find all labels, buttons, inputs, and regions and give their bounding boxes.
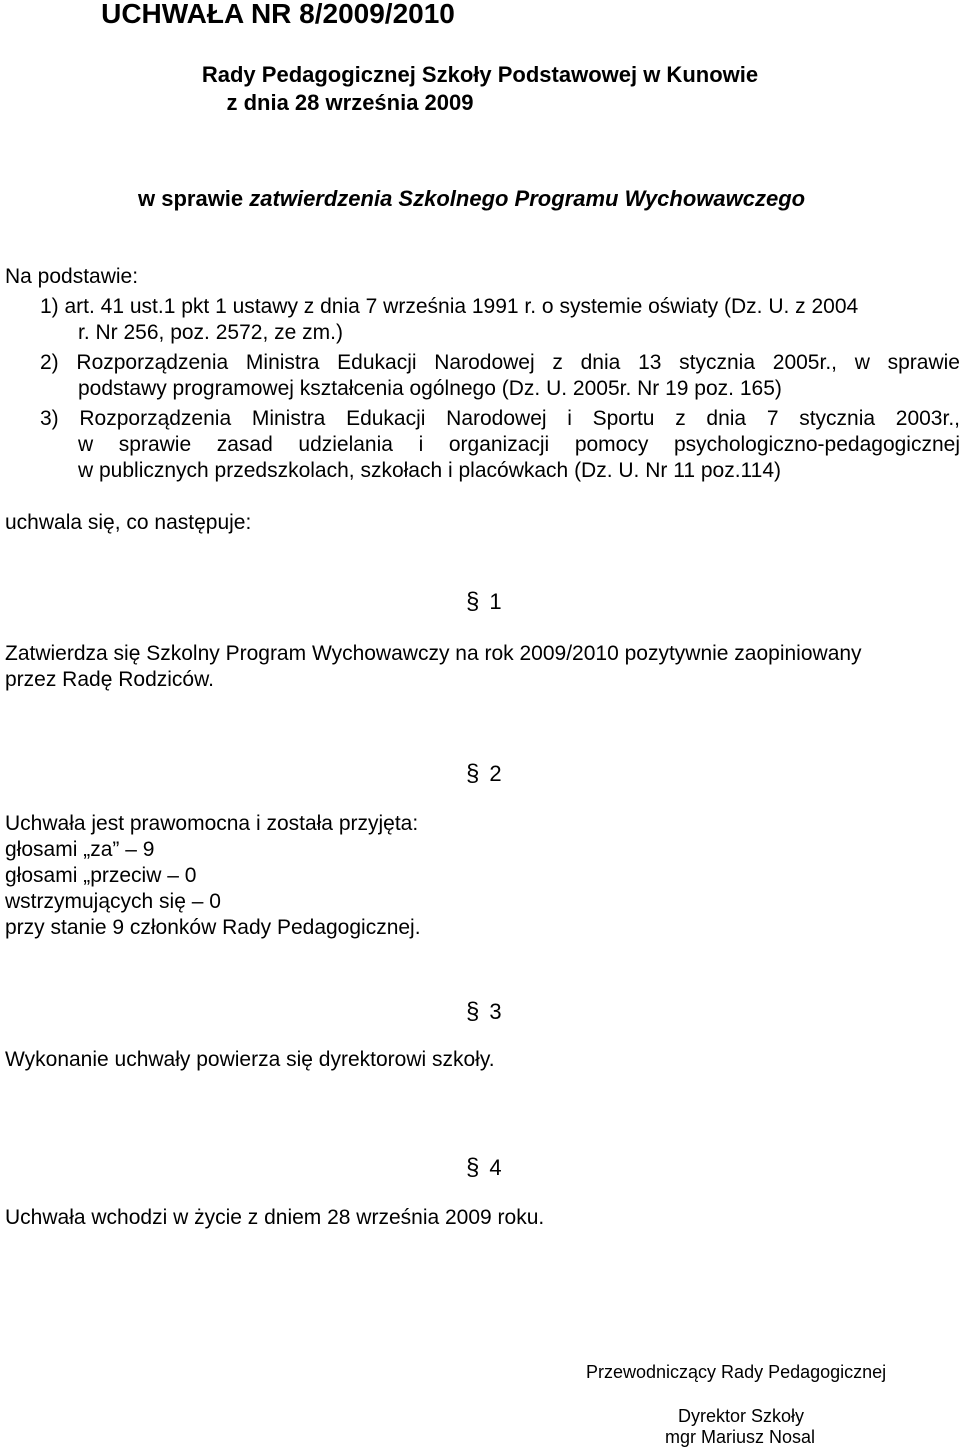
para-1-line-1: Zatwierdza się Szkolny Program Wychowawczy na rok 2009/2010 pozytywnie zaopiniowany (5, 642, 862, 665)
basis-item-1-line-2: r. Nr 256, poz. 2572, ze zm.) (78, 321, 343, 344)
para-3: Wykonanie uchwały powierza się dyrektorowi szkoły. (5, 1048, 495, 1071)
signature-name: mgr Mariusz Nosal (665, 1427, 816, 1447)
para-2-line-5: przy stanie 9 członków Rady Pedagogicznej. (5, 916, 421, 939)
signature-role: Dyrektor Szkoły (678, 1406, 805, 1426)
section-symbol: § (466, 998, 480, 1025)
subject-prefix: w sprawie (138, 186, 244, 211)
section-number: 4 (489, 1155, 502, 1180)
basis-item-2-line-2: podstawy programowej kształcenia ogólnego (Dz. U. 2005r. Nr 19 poz. 165) (78, 377, 782, 400)
subject-italic: zatwierdzenia Szkolnego Programu Wychowawczego (249, 186, 806, 211)
para-1-line-2: przez Radę Rodziców. (5, 668, 214, 691)
section-number: 3 (489, 999, 502, 1024)
section-number: 1 (489, 589, 502, 614)
section-4-heading (466, 1154, 502, 1182)
signature-chair: Przewodniczący Rady Pedagogicznej (586, 1362, 887, 1382)
section-2-heading (466, 760, 502, 788)
basis-item-3-line-1: 3) Rozporządzenia Ministra Edukacji Narodowej i Sportu z dnia 7 stycznia 2003r., (40, 407, 960, 430)
document-title: UCHWAŁA NR 8/2009/2010 (101, 0, 455, 29)
section-1-heading (466, 588, 502, 616)
basis-item-2-line-1: 2) Rozporządzenia Ministra Edukacji Narodowej z dnia 13 stycznia 2005r., w sprawie (40, 351, 960, 374)
subject-line (138, 186, 805, 212)
section-symbol: § (466, 760, 480, 787)
basis-item-3-line-3: w publicznych przedszkolach, szkołach i placówkach (Dz. U. Nr 11 poz.114) (78, 459, 782, 482)
section-symbol: § (466, 588, 480, 615)
para-2-line-2: głosami „za” – 9 (5, 838, 155, 861)
basis-intro: Na podstawie: (5, 265, 139, 288)
resolves-line: uchwala się, co następuje: (5, 511, 252, 534)
basis-item-1-line-1: 1) art. 41 ust.1 pkt 1 ustawy z dnia 7 września 1991 r. o systemie oświaty (Dz. U. z 2004 (40, 295, 859, 318)
section-3-heading (466, 998, 502, 1026)
para-2-line-4: wstrzymujących się – 0 (5, 890, 221, 913)
para-2-line-1: Uchwała jest prawomocna i została przyjęta: (5, 812, 419, 835)
basis-item-3-line-2: w sprawie zasad udzielania i organizacji pomocy psychologiczno-pedagogicznej (78, 433, 960, 456)
para-2-line-3: głosami „przeciw – 0 (5, 864, 197, 887)
section-number: 2 (489, 761, 502, 786)
section-symbol: § (466, 1154, 480, 1181)
date-line: z dnia 28 września 2009 (226, 90, 474, 115)
issuer-line: Rady Pedagogicznej Szkoły Podstawowej w Kunowie (201, 62, 759, 87)
para-4: Uchwała wchodzi w życie z dniem 28 września 2009 roku. (5, 1206, 545, 1229)
